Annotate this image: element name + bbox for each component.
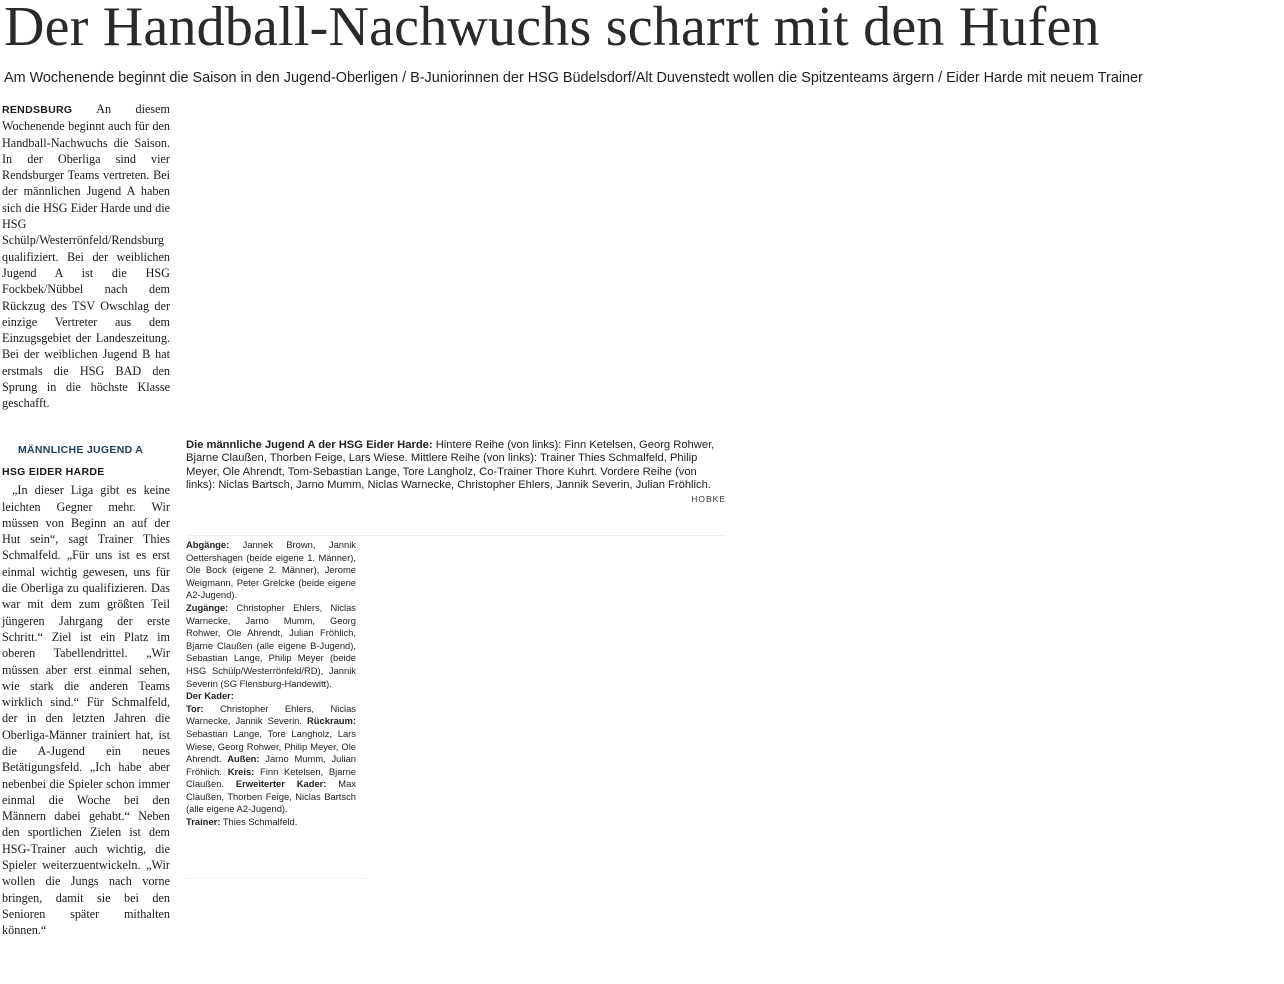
kreis-label: Kreis:: [227, 765, 255, 777]
aussen-text: Jarno Mumm, Julian Fröhlich.: [186, 753, 356, 777]
erweitert-label: Erweiterter Kader:: [235, 778, 327, 790]
abgaenge-label: Abgänge:: [186, 539, 230, 550]
headline: Der Handball-Nachwuchs scharrt mit den Hufen: [4, 0, 1100, 58]
kreis-text: Finn Ketelsen, Bjarne Claußen.: [186, 765, 356, 790]
tor-label: Tor:: [186, 702, 204, 714]
subheadline: Am Wochenende beginnt die Saison in den Jugend-Oberligen / B-Juniorinnen der HSG Büdelsdorf/Alt Duvenstedt wollen die Spitzenteams ärgern / Eider Harde mit neuem Trainer: [4, 70, 1143, 86]
photo-caption: [186, 439, 726, 493]
trainer-label: Trainer:: [186, 816, 221, 828]
zugaenge-text: Christopher Ehlers, Niclas Warnecke, Jarno Mumm, Georg Rohwer, Ole Ahrendt, Julian Fröhlich, Bjarne Claußen (alle eigene B-Jugend), Sebastian Lange, Philip Meyer (beide HSG Schülp/Westerrönfeld/RD), Jannik Severin (SG Flensburg-Handewitt).: [186, 601, 356, 689]
rueckraum-text: Sebastian Lange, Tore Langholz, Lars Wiese, Georg Rohwer, Philip Meyer, Ole Ahrendt.: [186, 727, 356, 765]
kader-list: [186, 703, 356, 816]
zugaenge: [186, 602, 356, 690]
team-label: HSG EIDER HARDE: [2, 465, 105, 478]
dateline: RENDSBURG: [2, 104, 73, 116]
trainer-text: Thies Schmalfeld.: [220, 816, 298, 828]
kader-label: Der Kader:: [186, 690, 234, 702]
tor-text: Christopher Ehlers, Niclas Warnecke, Jannik Severin.: [186, 702, 356, 727]
abgaenge-text: Jannek Brown, Jannik Oettershagen (beide eigene 1. Männer), Ole Bock (eigene 2. Männer), Jerome Weigmann, Peter Grelcke (beide eigene A2-Jugend).: [186, 539, 356, 601]
article-body: „In dieser Liga gibt es keine leichten Gegner mehr. Wir müssen von Beginn an auf der Hut sein“, sagt Trainer Thies Schmalfeld. „Für uns ist es erst einmal wichtig gewesen, uns für die Oberliga zu qualifizieren. Das war mit dem zum größten Teil jüngeren Jahrgang der erste Schritt.“ Ziel ist ein Platz im oberen Tabellendrittel. „Wir müssen aber erst einmal sehen, wie stark die anderen Teams wirklich sind.“ Für Schmalfeld, der in den letzten Jahren die Oberliga-Männer trainiert hat, ist die A-Jugend ein neues Betätigungsfeld. „Ich habe aber nebenbei die Spieler schon immer einmal die Woche bei den Männern dabei gehabt.“ Neben den sportlichen Zielen ist dem HSG-Trainer auch wichtig, die Spieler weiterzuentwickeln. „Wir wollen die Jungs nach vorne bringen, damit sie bei den Senioren später mithalten können.“: [2, 483, 170, 938]
caption-text: Hintere Reihe (von links): Finn Ketelsen, Georg Rohwer, Bjarne Claußen, Thorben Feige, Lars Wiese. Mittlere Reihe (von links): Trainer Thies Schmalfeld, Philip Meyer, Ole Ahrendt, Tom-Sebastian Lange, Tore Langholz, Co-Trainer Thore Kuhrt. Vordere Reihe (von links): Niclas Bartsch, Jarno Mumm, Niclas Warnecke, Christopher Ehlers, Jannik Severin, Julian Fröhlich.: [186, 439, 715, 492]
photo-credit: HOBKE: [691, 494, 726, 504]
rueckraum-label: Rückraum:: [307, 715, 356, 727]
divider: [186, 535, 726, 536]
divider-bottom: [186, 878, 366, 879]
trainer: [186, 816, 356, 829]
roster-infobox: [186, 539, 356, 829]
zugaenge-label: Zugänge:: [186, 601, 229, 613]
article-column: [2, 101, 170, 939]
team-photo: [186, 101, 726, 433]
abgaenge: [186, 539, 356, 602]
kader-heading: [186, 690, 356, 703]
section-label: MÄNNLICHE JUGEND A: [18, 443, 144, 456]
caption-lead: Die männliche Jugend A der HSG Eider Harde:: [186, 439, 433, 451]
erweitert-text: Max Claußen, Thorben Feige, Niclas Bartsch (alle eigene A2-Jugend).: [186, 778, 356, 815]
article-intro: [2, 101, 170, 412]
aussen-label: Außen:: [227, 753, 260, 765]
intro-text: An diesem Wochenende beginnt auch für den Handball-Nachwuchs die Saison. In der Oberliga sind vier Rendsburger Teams vertreten. Bei der männlichen Jugend A haben sich die HSG Eider Harde und die HSG Schülp/Westerrönfeld/Rendsburg qualifiziert. Bei der weiblichen Jugend A ist die HSG Fockbek/Nübbel nach dem Rückzug des TSV Owschlag der einzige Vertreter aus dem Einzugsgebiet der Landeszeitung. Bei der weiblichen Jugend B hat erstmals die HSG BAD den Sprung in die höchste Klasse geschafft.: [2, 102, 170, 411]
